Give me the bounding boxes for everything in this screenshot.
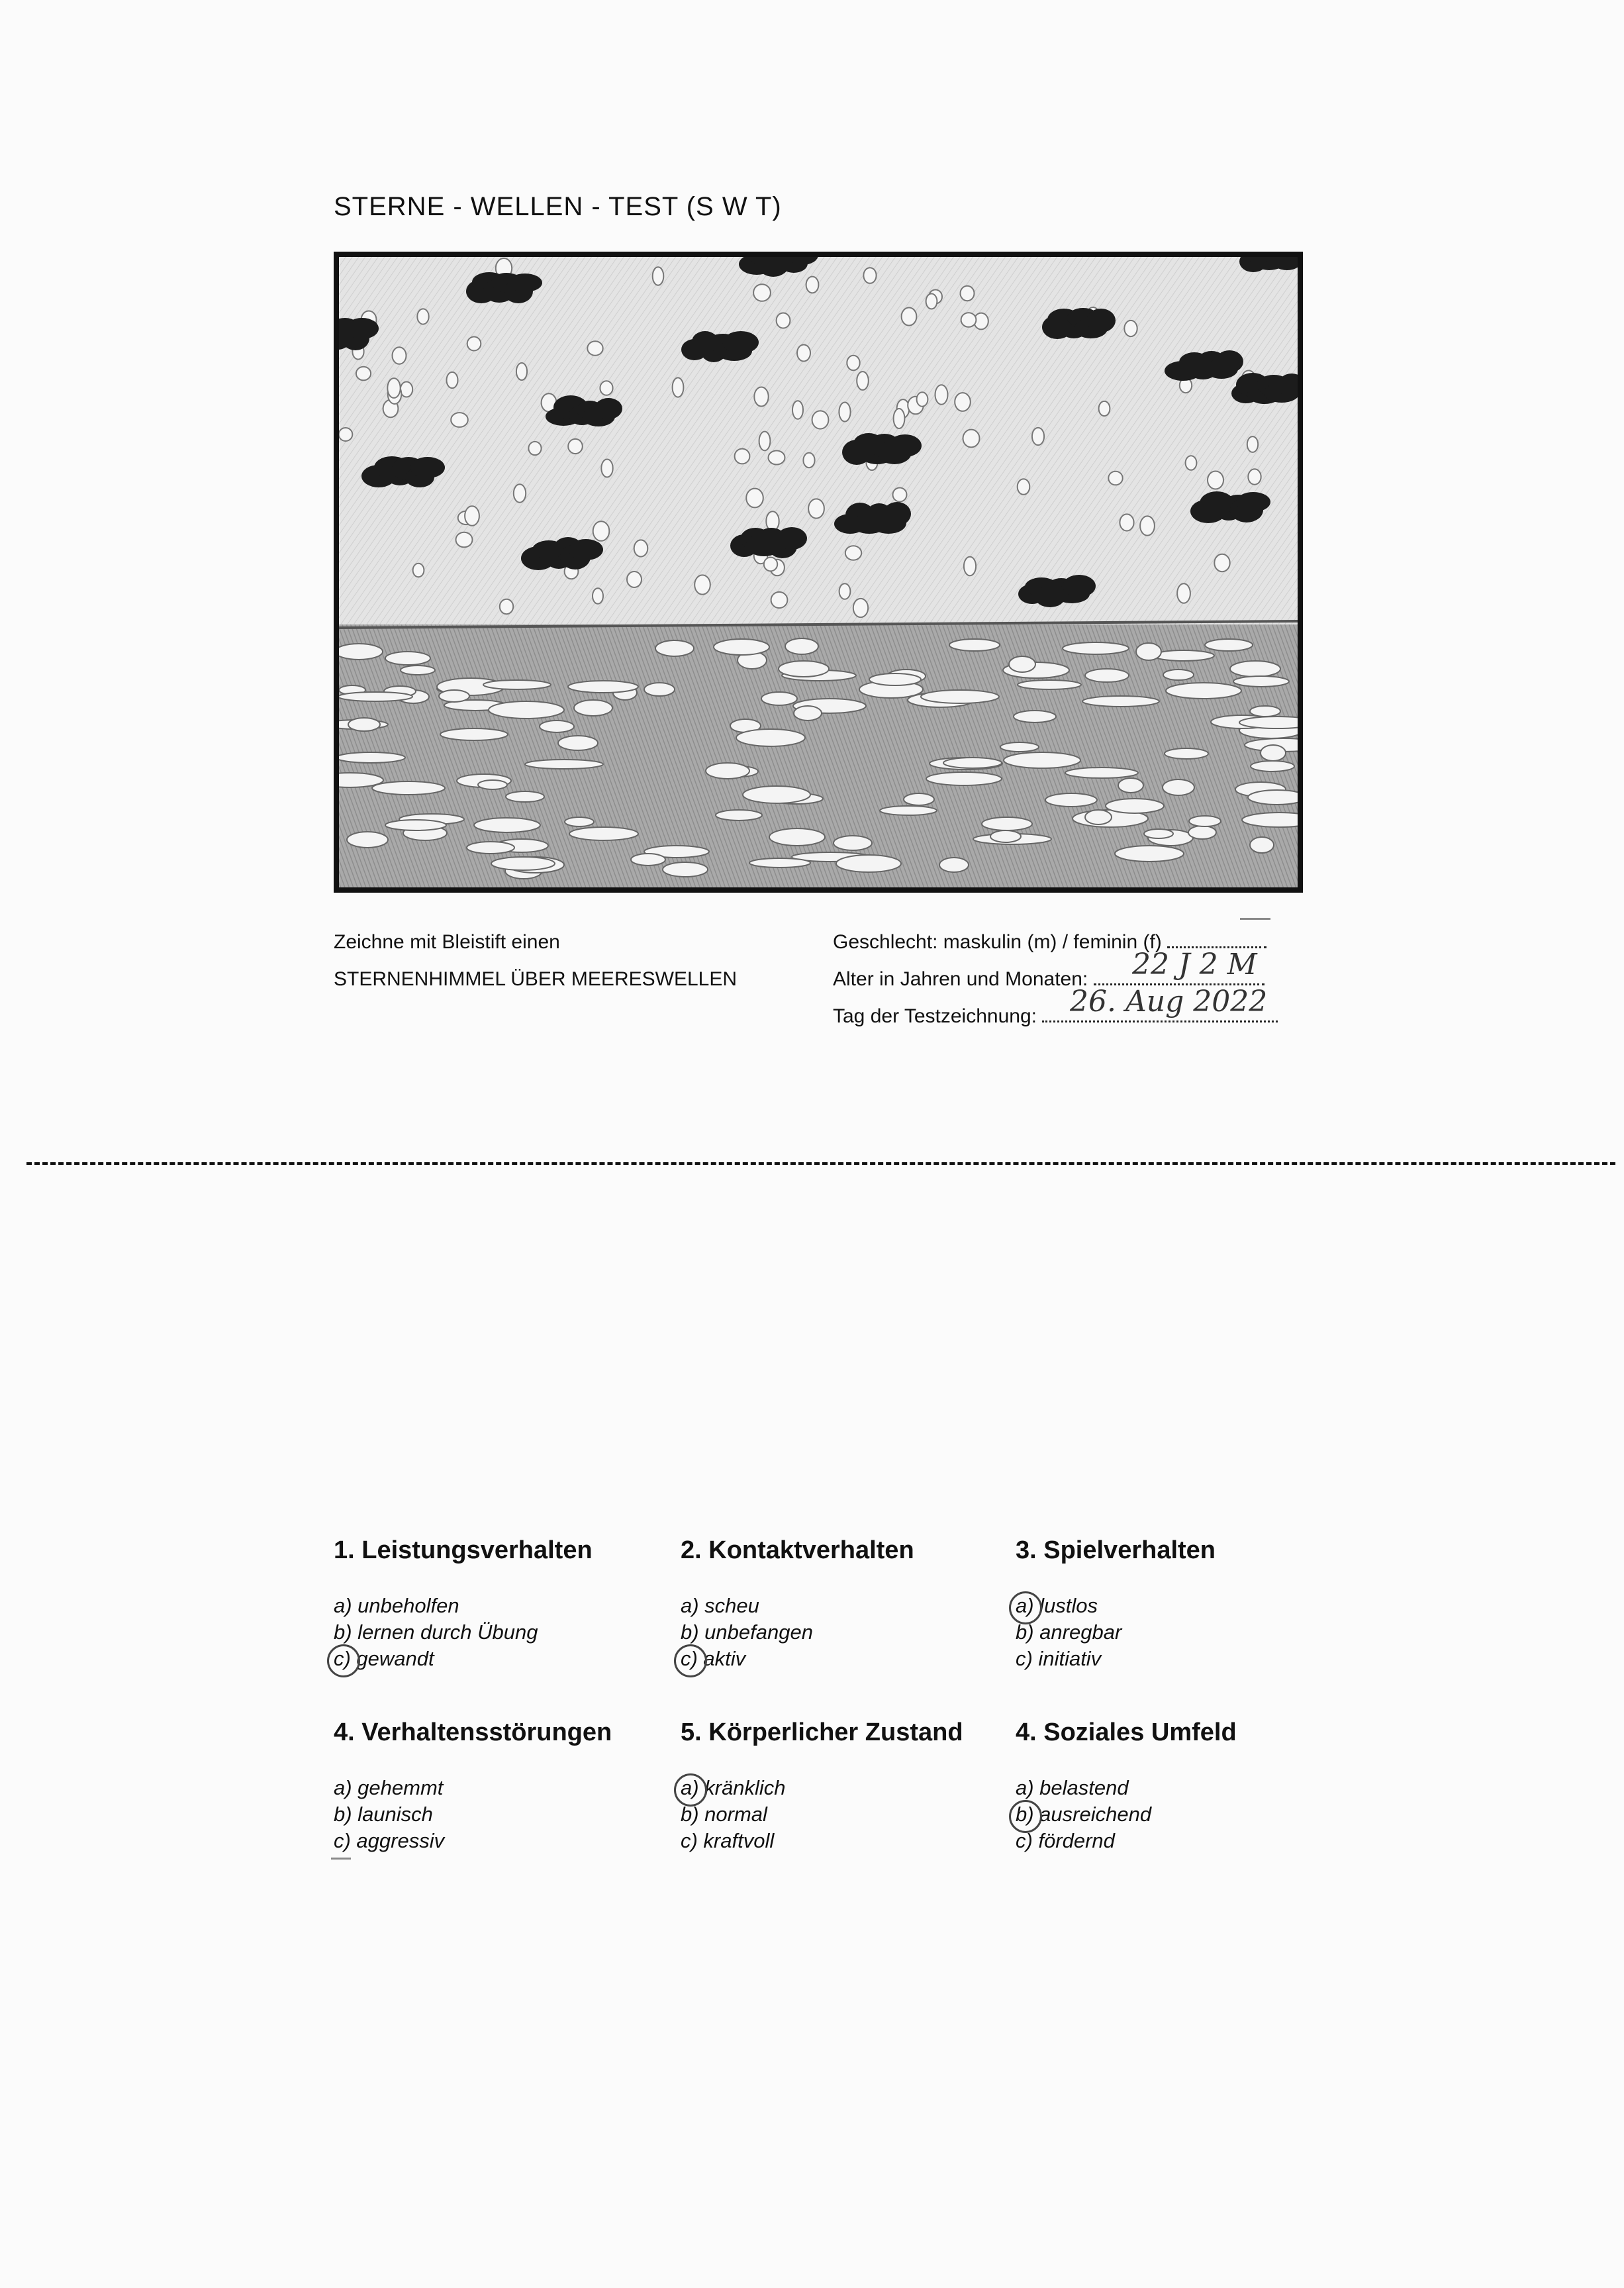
wave-mark — [339, 644, 383, 660]
wave-mark — [569, 827, 638, 840]
star-mark — [451, 413, 468, 427]
option-item[interactable]: c) aggressiv — [334, 1829, 445, 1852]
category-title: 3. Spielverhalten — [1016, 1536, 1216, 1564]
category-title: 2. Kontaktverhalten — [681, 1536, 914, 1564]
wave-mark — [714, 639, 769, 655]
star-mark — [601, 460, 612, 477]
wave-mark — [1065, 768, 1138, 778]
wave-mark — [440, 728, 508, 740]
wave-mark — [439, 690, 469, 702]
star-mark — [1120, 514, 1133, 530]
wave-mark — [1106, 799, 1164, 813]
star-wave-drawing — [339, 257, 1298, 887]
star-mark — [839, 403, 850, 422]
wave-mark — [921, 690, 999, 703]
star-mark — [894, 409, 905, 428]
option-item[interactable]: b) ausreichend — [1016, 1801, 1151, 1828]
category-title: 4. Verhaltensstörungen — [334, 1718, 612, 1746]
wave-mark — [525, 760, 603, 769]
category-options — [334, 1775, 444, 1854]
star-mark — [926, 294, 937, 309]
wave-mark — [1063, 642, 1129, 654]
date-value: 26. Aug 2022 — [1070, 985, 1268, 1019]
option-item[interactable]: b) anregbar — [1016, 1620, 1122, 1644]
star-mark — [863, 268, 876, 283]
category-options — [1016, 1593, 1122, 1672]
wave-mark — [506, 791, 544, 802]
wave-mark — [663, 862, 708, 877]
wave-mark — [990, 830, 1021, 842]
wave-mark — [385, 652, 430, 665]
wave-mark — [785, 638, 818, 654]
date-label: Tag der Testzeichnung: — [833, 1005, 1037, 1027]
option-item[interactable]: a) kränklich — [681, 1775, 786, 1801]
wave-mark — [339, 752, 405, 763]
wave-mark — [347, 832, 388, 848]
wave-mark — [949, 639, 1000, 651]
instruction-line-2: STERNENHIMMEL ÜBER MEERESWELLEN — [334, 968, 737, 990]
star-mark — [746, 489, 763, 508]
wave-mark — [1118, 778, 1143, 793]
option-item[interactable]: b) lernen durch Übung — [334, 1620, 538, 1644]
star-mark — [401, 382, 412, 397]
star-mark — [777, 313, 790, 328]
option-item[interactable]: a) lustlos — [1016, 1593, 1122, 1619]
star-mark — [514, 484, 526, 502]
wave-mark — [880, 806, 937, 815]
star-mark — [516, 363, 527, 380]
wave-mark — [483, 680, 551, 689]
star-mark — [528, 442, 541, 455]
star-mark — [413, 564, 424, 577]
star-mark — [839, 583, 851, 599]
wave-mark — [348, 718, 380, 731]
wave-mark — [761, 692, 797, 705]
star-mark — [653, 267, 664, 285]
option-item[interactable]: a) belastend — [1016, 1776, 1129, 1799]
wave-mark — [769, 828, 825, 846]
option-item[interactable]: c) initiativ — [1016, 1647, 1102, 1670]
category-options — [1016, 1775, 1151, 1854]
wave-mark — [779, 661, 829, 677]
star-mark — [764, 558, 777, 572]
subject-info — [833, 924, 1310, 1035]
wave-mark — [716, 810, 762, 821]
star-mark — [964, 557, 976, 575]
star-mark — [593, 521, 610, 541]
wave-mark — [1251, 761, 1294, 771]
category-title: 5. Körperlicher Zustand — [681, 1718, 963, 1746]
wave-mark — [1018, 680, 1081, 689]
option-item[interactable]: a) gehemmt — [334, 1776, 444, 1799]
star-mark — [339, 428, 352, 441]
wave-mark — [834, 836, 872, 850]
star-mark — [1186, 456, 1197, 470]
star-mark — [797, 345, 810, 362]
wave-mark — [401, 666, 435, 675]
wave-mark — [1163, 670, 1194, 680]
option-item[interactable]: b) normal — [681, 1803, 767, 1826]
wave-mark — [1166, 683, 1241, 699]
wave-mark — [869, 673, 921, 685]
wave-mark — [1250, 706, 1280, 717]
wave-mark — [1085, 810, 1112, 824]
star-mark — [356, 367, 371, 381]
star-mark — [417, 309, 428, 324]
wave-mark — [1248, 790, 1298, 805]
star-mark — [812, 411, 829, 428]
star-mark — [634, 540, 648, 556]
wave-mark — [1082, 696, 1159, 707]
option-item[interactable]: c) aktiv — [681, 1646, 813, 1672]
star-mark — [447, 372, 458, 388]
instruction-line-1: Zeichne mit Bleistift einen — [334, 931, 560, 953]
star-mark — [961, 286, 975, 301]
wave-mark — [926, 772, 1002, 785]
date-row — [833, 985, 1310, 1035]
wave-mark — [1242, 813, 1298, 827]
wave-mark — [631, 854, 665, 866]
star-mark — [387, 378, 400, 398]
age-value: 22 J 2 M — [1132, 948, 1257, 981]
star-mark — [627, 572, 642, 587]
cloud-mark — [1231, 373, 1298, 404]
option-item[interactable]: c) gewandt — [334, 1646, 538, 1672]
star-mark — [935, 385, 948, 404]
star-mark — [694, 575, 710, 594]
star-mark — [803, 453, 814, 468]
wave-mark — [1004, 752, 1080, 768]
star-mark — [600, 381, 612, 395]
wave-mark — [1000, 742, 1039, 752]
star-mark — [1108, 472, 1122, 485]
star-mark — [759, 432, 771, 451]
star-mark — [963, 430, 980, 448]
wave-mark — [478, 780, 507, 789]
star-mark — [955, 393, 971, 411]
star-mark — [769, 451, 785, 465]
star-mark — [853, 599, 868, 617]
category-title: 1. Leistungsverhalten — [334, 1536, 593, 1564]
star-mark — [961, 313, 977, 327]
wave-mark — [540, 721, 574, 732]
wave-mark — [836, 855, 901, 872]
star-mark — [1247, 436, 1258, 452]
wave-mark — [467, 842, 514, 854]
wave-mark — [794, 706, 822, 721]
star-mark — [456, 532, 473, 548]
wave-mark — [1009, 656, 1035, 672]
drawing-frame — [334, 252, 1303, 893]
wave-mark — [743, 786, 810, 803]
wave-mark — [644, 683, 675, 696]
star-mark — [792, 401, 803, 419]
star-mark — [393, 347, 406, 364]
pencil-mark — [331, 1858, 351, 1860]
option-item[interactable]: c) kraftvoll — [681, 1829, 775, 1852]
option-item[interactable]: b) launisch — [334, 1803, 433, 1826]
wave-mark — [565, 817, 594, 826]
wave-mark — [1115, 846, 1184, 862]
option-item[interactable]: a) scheu — [681, 1594, 759, 1617]
star-mark — [1032, 428, 1044, 445]
wave-mark — [904, 793, 934, 805]
star-mark — [1208, 472, 1223, 489]
wave-mark — [474, 818, 540, 832]
star-mark — [1099, 401, 1110, 416]
star-mark — [467, 337, 481, 351]
star-mark — [1124, 321, 1137, 336]
star-mark — [500, 599, 513, 614]
star-mark — [593, 588, 603, 604]
wave-mark — [1085, 669, 1129, 682]
cut-line — [26, 1162, 1615, 1165]
wave-mark — [1261, 745, 1286, 761]
wave-mark — [1014, 711, 1056, 722]
star-mark — [1214, 554, 1229, 572]
wave-mark — [749, 858, 810, 868]
star-mark — [465, 506, 479, 526]
wave-mark — [491, 857, 555, 870]
wave-mark — [736, 729, 805, 746]
category-title: 4. Soziales Umfeld — [1016, 1718, 1237, 1746]
wave-mark — [489, 701, 564, 719]
star-mark — [673, 377, 684, 397]
page-title: STERNE - WELLEN - TEST (S W T) — [334, 192, 782, 221]
star-mark — [771, 592, 788, 608]
star-mark — [1248, 469, 1261, 484]
wave-mark — [706, 763, 749, 779]
option-item[interactable]: c) fördernd — [1016, 1829, 1115, 1852]
drawing-instruction — [334, 924, 737, 998]
star-mark — [1140, 516, 1155, 535]
star-mark — [1177, 583, 1190, 603]
star-mark — [808, 499, 824, 518]
wave-mark — [339, 692, 412, 701]
wave-mark — [1250, 837, 1274, 853]
star-mark — [754, 387, 768, 407]
pencil-mark — [1240, 918, 1270, 920]
wave-mark — [1233, 676, 1289, 687]
wave-mark — [1165, 748, 1208, 759]
category-options — [681, 1593, 813, 1672]
wave-mark — [1189, 816, 1221, 826]
star-mark — [753, 284, 771, 301]
cloud-mark — [1239, 257, 1298, 272]
star-mark — [587, 341, 602, 355]
wave-mark — [1230, 661, 1280, 677]
star-mark — [568, 439, 583, 454]
star-mark — [806, 277, 819, 293]
wave-mark — [385, 820, 446, 830]
wave-mark — [1205, 639, 1253, 651]
star-mark — [847, 356, 859, 370]
wave-mark — [1045, 793, 1097, 807]
wave-mark — [568, 681, 638, 693]
star-mark — [735, 449, 750, 464]
wave-mark — [1136, 643, 1161, 660]
category-options — [334, 1593, 538, 1672]
option-item[interactable]: b) unbefangen — [681, 1620, 813, 1644]
gender-field[interactable] — [1167, 929, 1266, 948]
wave-mark — [372, 781, 445, 795]
star-mark — [845, 546, 861, 560]
wave-mark — [1163, 779, 1194, 795]
wave-mark — [655, 640, 694, 656]
wave-mark — [982, 817, 1032, 830]
wave-mark — [939, 858, 969, 872]
star-mark — [893, 488, 907, 502]
star-mark — [1018, 479, 1030, 495]
option-item[interactable]: a) unbeholfen — [334, 1594, 459, 1617]
cloud-mark — [546, 395, 622, 426]
category-options — [681, 1775, 786, 1854]
wave-mark — [1188, 826, 1216, 839]
wave-mark — [943, 758, 1002, 768]
star-mark — [857, 372, 869, 390]
star-mark — [902, 308, 917, 326]
wave-mark — [1144, 829, 1173, 838]
age-label: Alter in Jahren und Monaten: — [833, 968, 1088, 990]
star-mark — [917, 392, 928, 406]
wave-mark — [558, 736, 598, 750]
wave-mark — [1239, 717, 1298, 728]
wave-mark — [574, 700, 612, 716]
wave-mark — [1153, 650, 1214, 661]
gender-label: Geschlecht: maskulin (m) / feminin (f) — [833, 931, 1162, 953]
